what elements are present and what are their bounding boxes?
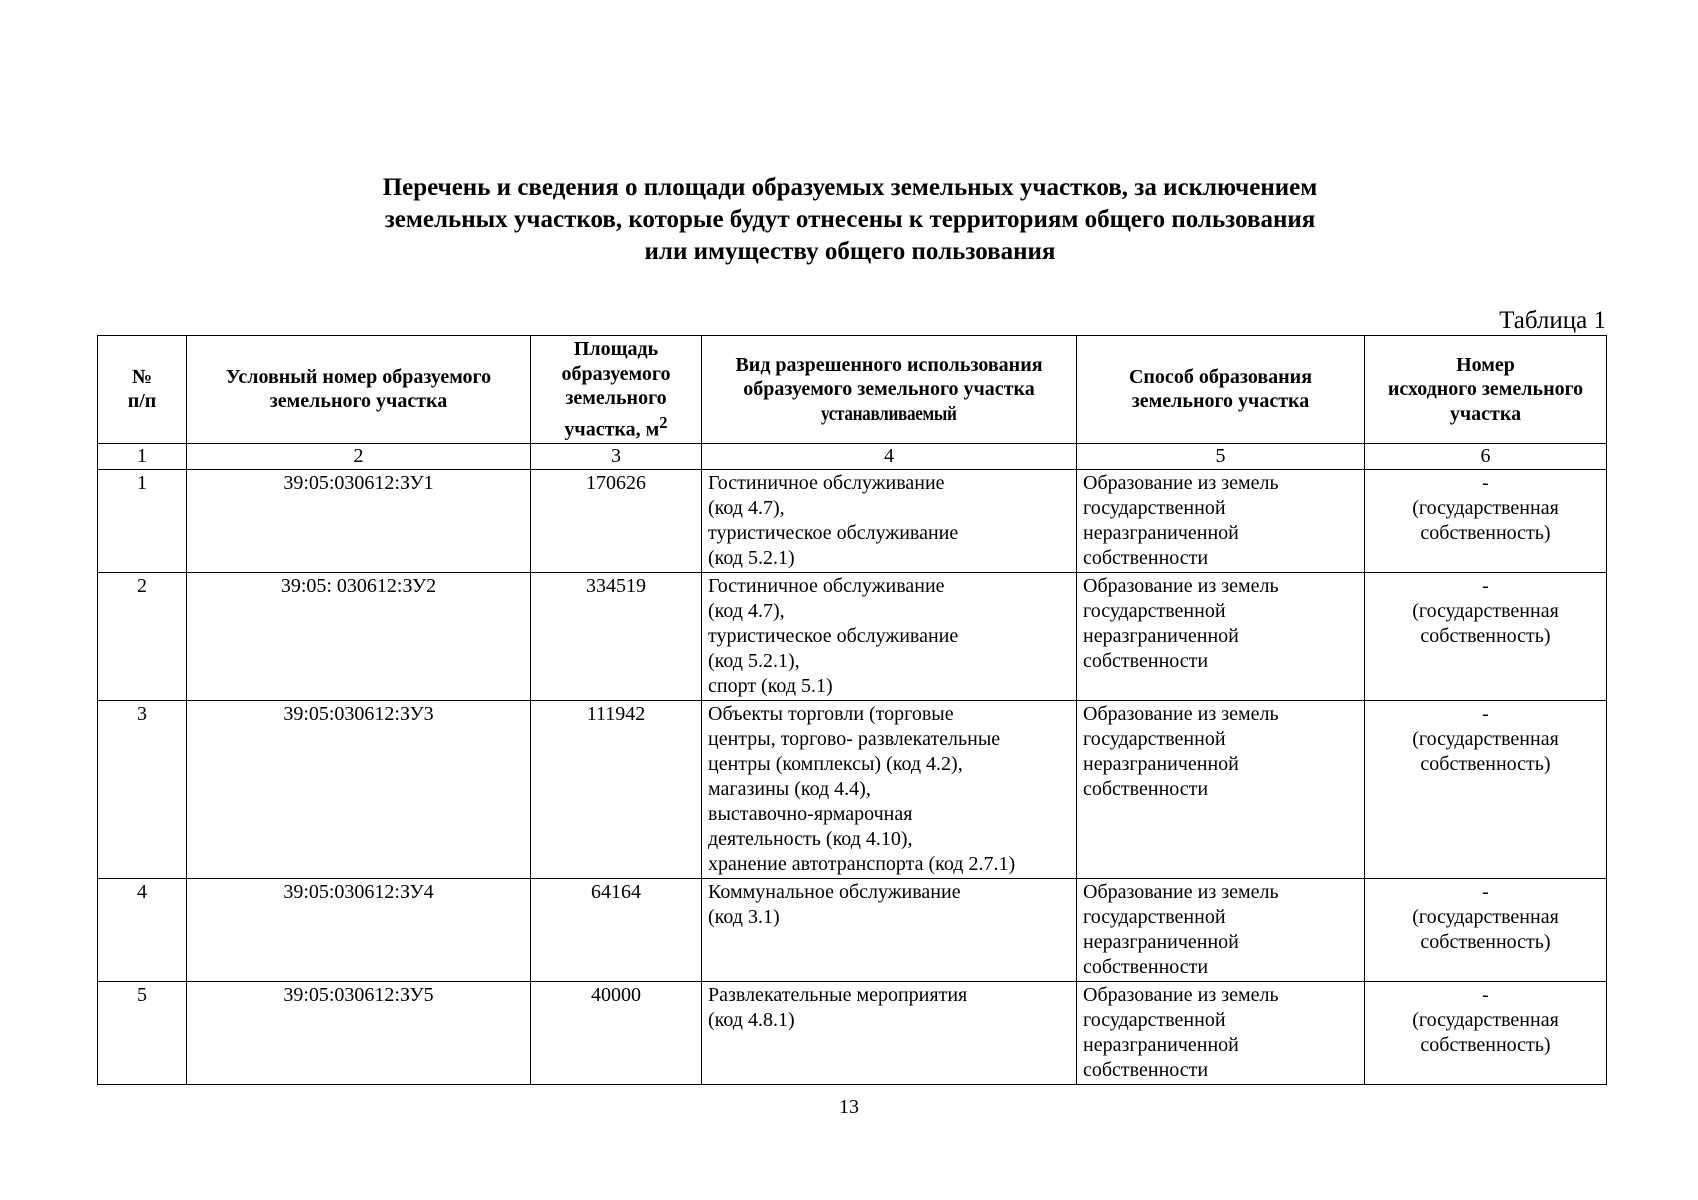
table-row xyxy=(98,469,1607,572)
land-plots-table xyxy=(97,335,1607,1085)
source-line: собственность) xyxy=(1420,624,1551,647)
method-line: неразграниченной xyxy=(1083,1033,1239,1056)
unit-superscript: 2 xyxy=(659,412,668,432)
plot-area: 334519 xyxy=(531,572,702,700)
method-line: собственности xyxy=(1083,955,1209,978)
source-line: - xyxy=(1482,702,1489,725)
method-line: Образование из земель xyxy=(1083,702,1279,725)
use-line: хранение автотранспорта (код 2.7.1) xyxy=(708,852,1016,875)
header-line-unit xyxy=(535,411,697,442)
use-line: (код 4.7), xyxy=(708,496,785,519)
method-line: государственной xyxy=(1083,905,1226,928)
use-line: туристическое обслуживание xyxy=(708,521,959,544)
source-line: - xyxy=(1482,574,1489,597)
permitted-use xyxy=(702,700,1077,878)
method-line: Образование из земель xyxy=(1083,574,1279,597)
method-line: неразграниченной xyxy=(1083,624,1239,647)
use-line: центры (комплексы) (код 4.2), xyxy=(708,752,963,775)
header-line: участка xyxy=(1449,402,1522,425)
use-line: Развлекательные мероприятия xyxy=(708,983,968,1006)
method-line: собственности xyxy=(1083,1058,1209,1081)
formation-method xyxy=(1077,572,1365,700)
cadastral-number: 39:05:030612:ЗУ1 xyxy=(187,469,531,572)
use-line: Объекты торговли (торговые xyxy=(708,702,954,725)
use-line: Гостиничное обслуживание xyxy=(708,471,945,494)
method-line: собственности xyxy=(1083,546,1209,569)
column-number: 2 xyxy=(187,443,531,469)
row-number: 3 xyxy=(98,700,187,878)
permitted-use xyxy=(702,469,1077,572)
source-plot xyxy=(1365,469,1607,572)
method-line: неразграниченной xyxy=(1083,752,1239,775)
source-plot xyxy=(1365,700,1607,878)
use-line: (код 4.8.1) xyxy=(708,1008,795,1031)
table-row xyxy=(98,572,1607,700)
header-line: Номер xyxy=(1456,353,1515,376)
column-number: 6 xyxy=(1365,443,1607,469)
use-line: (код 3.1) xyxy=(708,905,780,928)
source-line: собственность) xyxy=(1420,752,1551,775)
header-line: образуемого земельного участка xyxy=(743,378,1035,401)
header-line: участка, м xyxy=(564,418,660,441)
use-line: Коммунальное обслуживание xyxy=(708,880,961,903)
use-line: спорт (код 5.1) xyxy=(708,674,833,697)
source-line: (государственная xyxy=(1412,727,1559,750)
header-line-small: устанавливаемый xyxy=(821,402,957,425)
use-line: выставочно-ярмарочная xyxy=(708,802,913,825)
source-line: - xyxy=(1482,880,1489,903)
header-permitted-use xyxy=(702,336,1077,444)
source-line: (государственная xyxy=(1412,496,1559,519)
source-line: собственность) xyxy=(1420,930,1551,953)
table-row xyxy=(98,878,1607,981)
use-line: (код 4.7), xyxy=(708,599,785,622)
row-number: 5 xyxy=(98,981,187,1084)
method-line: государственной xyxy=(1083,599,1226,622)
permitted-use xyxy=(702,878,1077,981)
column-number: 5 xyxy=(1077,443,1365,469)
method-line: неразграниченной xyxy=(1083,930,1239,953)
method-line: неразграниченной xyxy=(1083,521,1239,544)
header-line: п/п xyxy=(127,390,157,413)
method-line: государственной xyxy=(1083,727,1226,750)
source-line: (государственная xyxy=(1412,905,1559,928)
use-line: магазины (код 4.4), xyxy=(708,777,871,800)
method-line: Образование из земель xyxy=(1083,880,1279,903)
header-line: образуемого xyxy=(561,362,671,385)
header-number xyxy=(98,336,187,444)
source-line: (государственная xyxy=(1412,599,1559,622)
method-line: государственной xyxy=(1083,496,1226,519)
plot-area: 170626 xyxy=(531,469,702,572)
source-line: собственность) xyxy=(1420,521,1551,544)
row-number: 4 xyxy=(98,878,187,981)
header-line: земельного участка xyxy=(1131,390,1310,413)
use-line: деятельность (код 4.10), xyxy=(708,827,913,850)
document-title xyxy=(200,172,1500,268)
source-plot xyxy=(1365,981,1607,1084)
column-number: 1 xyxy=(98,443,187,469)
title-line-2: земельных участков, которые будут отнесены к территориям общего пользования xyxy=(384,206,1316,233)
method-line: собственности xyxy=(1083,777,1209,800)
source-line: (государственная xyxy=(1412,1008,1559,1031)
header-line: Площадь xyxy=(573,338,659,360)
header-line: исходного земельного xyxy=(1387,378,1584,401)
cadastral-number: 39:05: 030612:ЗУ2 xyxy=(187,572,531,700)
table-row xyxy=(98,981,1607,1084)
header-line: Способ образования xyxy=(1128,365,1313,388)
plot-area: 40000 xyxy=(531,981,702,1084)
header-cadastral-number xyxy=(187,336,531,444)
use-line: (код 5.2.1) xyxy=(708,546,795,569)
plot-area: 64164 xyxy=(531,878,702,981)
header-line: земельного участка xyxy=(269,390,448,413)
formation-method xyxy=(1077,700,1365,878)
permitted-use xyxy=(702,981,1077,1084)
row-number: 2 xyxy=(98,572,187,700)
table-caption: Таблица 1 xyxy=(1499,307,1606,334)
formation-method xyxy=(1077,878,1365,981)
source-plot xyxy=(1365,572,1607,700)
use-line: (код 5.2.1), xyxy=(708,649,800,672)
use-line: Гостиничное обслуживание xyxy=(708,574,945,597)
cadastral-number: 39:05:030612:ЗУ4 xyxy=(187,878,531,981)
header-formation-method xyxy=(1077,336,1365,444)
method-line: Образование из земель xyxy=(1083,471,1279,494)
title-line-1: Перечень и сведения о площади образуемых земельных участков, за исключением xyxy=(382,174,1318,201)
use-line: центры, торгово- развлекательные xyxy=(708,727,1001,750)
title-line-3: или имуществу общего пользования xyxy=(644,238,1056,265)
header-line: Условный номер образуемого xyxy=(225,365,492,388)
header-line: Вид разрешенного использования xyxy=(735,353,1043,376)
column-number: 3 xyxy=(531,443,702,469)
header-area xyxy=(531,336,702,444)
page-number: 13 xyxy=(839,1096,859,1118)
column-numbers-row xyxy=(98,443,1607,469)
formation-method xyxy=(1077,469,1365,572)
header-source-plot-number xyxy=(1365,336,1607,444)
row-number: 1 xyxy=(98,469,187,572)
cadastral-number: 39:05:030612:ЗУ3 xyxy=(187,700,531,878)
source-line: собственность) xyxy=(1420,1033,1551,1056)
table-header-row xyxy=(98,336,1607,444)
method-line: собственности xyxy=(1083,649,1209,672)
header-line: № xyxy=(131,365,153,388)
plot-area: 111942 xyxy=(531,700,702,878)
method-line: Образование из земель xyxy=(1083,983,1279,1006)
formation-method xyxy=(1077,981,1365,1084)
source-plot xyxy=(1365,878,1607,981)
source-line: - xyxy=(1482,471,1489,494)
header-line: земельного xyxy=(565,387,667,409)
source-line: - xyxy=(1482,983,1489,1006)
permitted-use xyxy=(702,572,1077,700)
method-line: государственной xyxy=(1083,1008,1226,1031)
use-line: туристическое обслуживание xyxy=(708,624,959,647)
cadastral-number: 39:05:030612:ЗУ5 xyxy=(187,981,531,1084)
table-row xyxy=(98,700,1607,878)
column-number: 4 xyxy=(702,443,1077,469)
